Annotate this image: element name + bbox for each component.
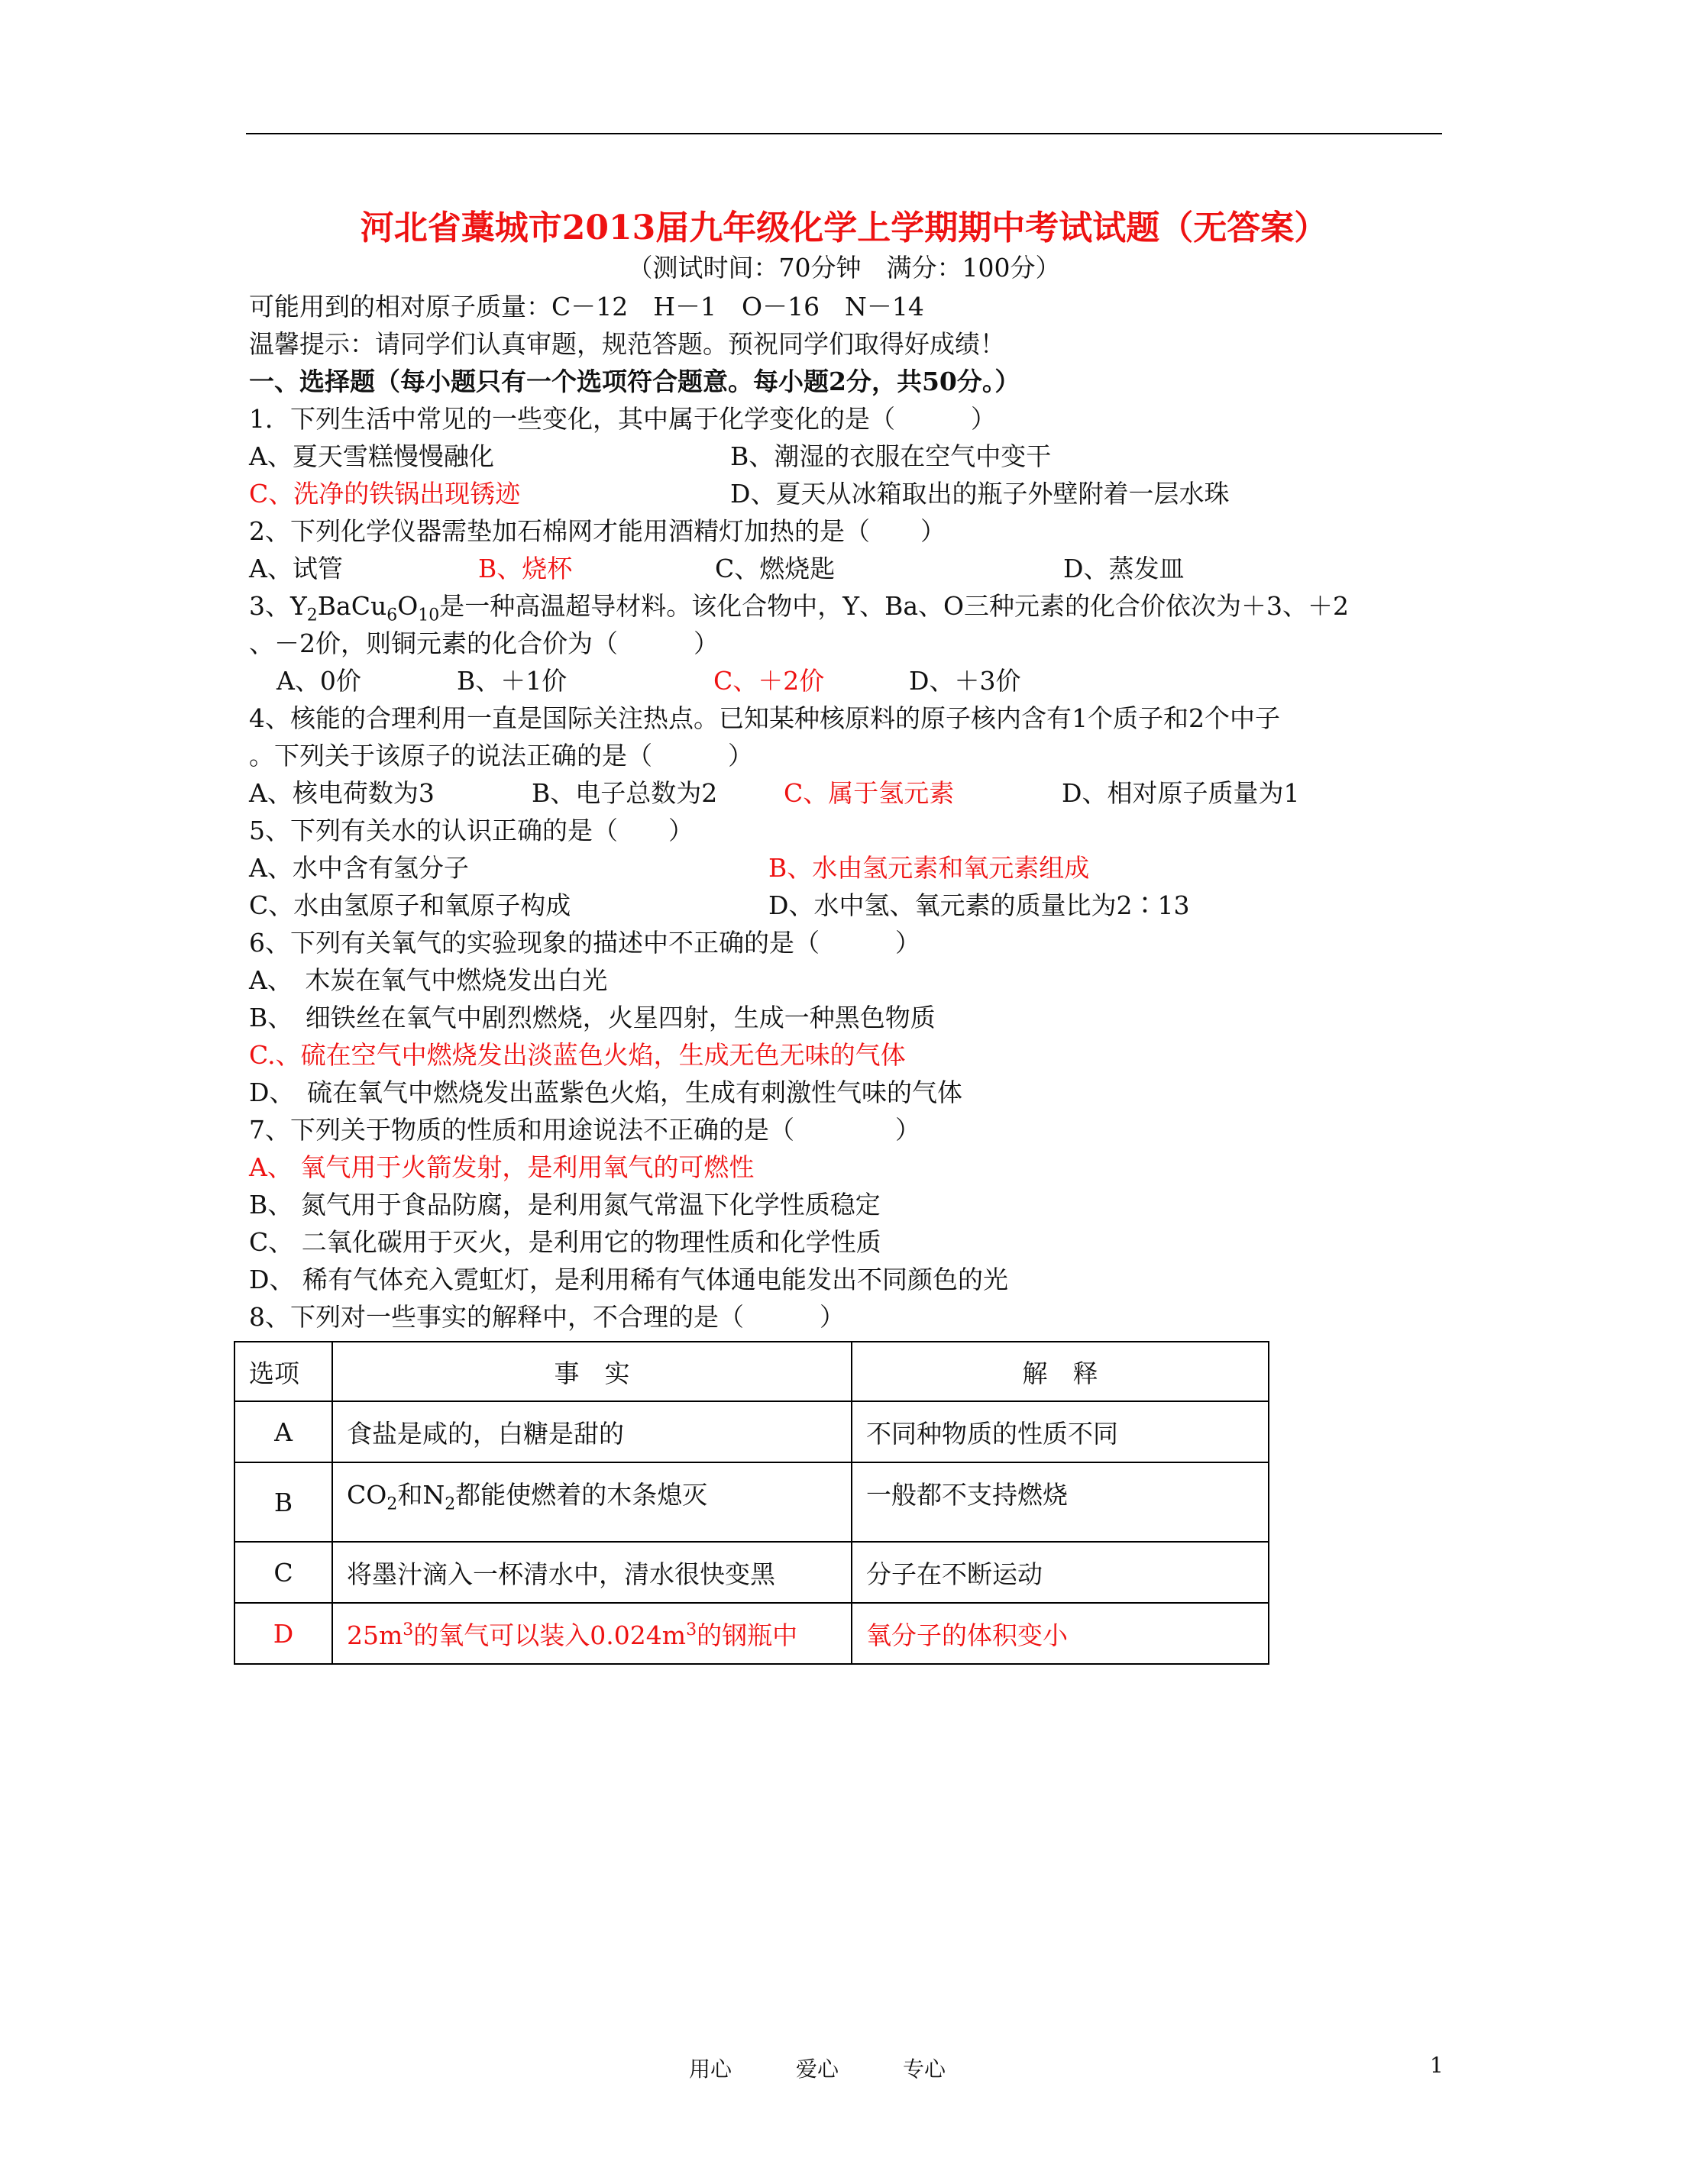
question-1-option-c: C、洗净的铁锅出现锈迹 — [249, 479, 521, 509]
question-1-stem: 1．下列生活中常见的一些变化，其中属于化学变化的是（ ） — [249, 404, 996, 434]
formula-subscript: 2 — [306, 606, 318, 625]
row-fact — [332, 1462, 852, 1542]
table-row — [234, 1462, 1269, 1542]
row-option: B — [234, 1462, 332, 1542]
formula-part: Y — [290, 591, 307, 621]
question-6-option-b: B、 细铁丝在氧气中剧烈燃烧，火星四射，生成一种黑色物质 — [249, 1003, 936, 1032]
question-4-option-d: D、相对原子质量为1 — [1062, 778, 1300, 808]
question-5-option-d: D、水中氢、氧元素的质量比为2∶13 — [768, 890, 1190, 920]
question-7-option-b: B、 氮气用于食品防腐，是利用氮气常温下化学性质稳定 — [249, 1190, 881, 1220]
formula-subscript: 2 — [386, 1494, 398, 1514]
formula-part: 和N — [397, 1480, 445, 1510]
question-3-option-b: B、＋1价 — [457, 666, 568, 696]
unit-superscript: 3 — [686, 1620, 697, 1640]
question-5-option-a: A、水中含有氢分子 — [249, 853, 469, 883]
question-2-option-d: D、蒸发皿 — [1063, 554, 1185, 583]
question-5-stem: 5、下列有关水的认识正确的是（ ） — [249, 816, 694, 845]
table-row — [234, 1542, 1269, 1603]
question-8-stem: 8、下列对一些事实的解释中，不合理的是（ ） — [249, 1302, 845, 1332]
formula-part: BaCu — [317, 591, 387, 621]
page-title: 河北省藁城市2013届九年级化学上学期期中考试试题（无答案） — [360, 208, 1328, 247]
question-1-option-b: B、潮湿的衣服在空气中变干 — [730, 441, 1052, 471]
row-explain: 不同种物质的性质不同 — [852, 1401, 1269, 1462]
question-7-option-c: C、 二氧化碳用于灭火，是利用它的物理性质和化学性质 — [249, 1227, 881, 1257]
question-4-option-b: B、电子总数为2 — [532, 778, 718, 808]
column-header-fact: 事 实 — [332, 1342, 852, 1401]
question-3-option-a: A、0价 — [276, 666, 361, 696]
question-1-option-a: A、夏天雪糕慢慢融化 — [249, 441, 494, 471]
question-4-option-c: C、属于氢元素 — [784, 778, 955, 808]
table-header-row — [234, 1342, 1269, 1401]
formula-subscript: 6 — [386, 606, 398, 625]
column-header-explain: 解 释 — [852, 1342, 1269, 1401]
row-explain: 一般都不支持燃烧 — [852, 1462, 1269, 1542]
unit-superscript: 3 — [403, 1620, 414, 1640]
row-fact — [332, 1603, 852, 1664]
question-6-option-d: D、 硫在氧气中燃烧发出蓝紫色火焰，生成有刺激性气味的气体 — [249, 1077, 962, 1107]
question-4-stem: 4、核能的合理利用一直是国际关注热点。已知某种核原料的原子核内含有1个质子和2个中子 — [249, 703, 1280, 733]
atomic-mass-note: 可能用到的相对原子质量：C－12 H－1 O－16 N－14 — [249, 292, 924, 321]
row-explain: 分子在不断运动 — [852, 1542, 1269, 1603]
footer-motto: 用心 爱心 专心 — [689, 2056, 946, 2082]
question-6-option-a: A、 木炭在氧气中燃烧发出白光 — [249, 965, 608, 995]
page-number: 1 — [1430, 2053, 1444, 2078]
question-3-stem-line2: 、－2价，则铜元素的化合价为（ ） — [249, 628, 719, 658]
question-4-option-a: A、核电荷数为3 — [249, 778, 435, 808]
question-3-stem — [249, 591, 1350, 625]
question-3-option-d: D、＋3价 — [909, 666, 1021, 696]
header-rule — [246, 133, 1442, 134]
question-2-option-a: A、试管 — [249, 554, 343, 583]
exam-info: （测试时间：70分钟 满分：100分） — [627, 253, 1061, 283]
formula-subscript: 10 — [418, 606, 440, 625]
formula-part: O — [397, 591, 419, 621]
question-4-stem-line2: 。下列关于该原子的说法正确的是（ ） — [249, 741, 753, 771]
row-option: D — [234, 1603, 332, 1664]
question-7-stem: 7、下列关于物质的性质和用途说法不正确的是（ ） — [249, 1115, 920, 1145]
question-6-stem: 6、下列有关氧气的实验现象的描述中不正确的是（ ） — [249, 928, 920, 958]
question-2-option-c: C、燃烧匙 — [715, 554, 836, 583]
row-fact: 食盐是咸的，白糖是甜的 — [332, 1401, 852, 1462]
formula-subscript: 2 — [445, 1494, 456, 1514]
section-heading: 一、选择题（每小题只有一个选项符合题意。每小题2分，共50分。） — [249, 367, 1020, 396]
formula-part: CO — [347, 1480, 387, 1510]
row-option: A — [234, 1401, 332, 1462]
question-5-option-b: B、水由氢元素和氧元素组成 — [768, 853, 1090, 883]
column-header-option: 选项 — [234, 1342, 332, 1401]
facts-table — [234, 1341, 1269, 1665]
question-6-option-c: C.、硫在空气中燃烧发出淡蓝色火焰，生成无色无味的气体 — [249, 1040, 906, 1070]
question-2-option-b: B、烧杯 — [478, 554, 573, 583]
question-2-stem: 2、下列化学仪器需垫加石棉网才能用酒精灯加热的是（ ） — [249, 516, 946, 546]
question-1-option-d: D、夏天从冰箱取出的瓶子外壁附着一层水珠 — [730, 479, 1230, 509]
fact-text: 的氧气可以装入0.024m — [413, 1620, 687, 1650]
q3-num: 3、 — [249, 591, 290, 621]
tip-note: 温馨提示：请同学们认真审题，规范答题。预祝同学们取得好成绩！ — [249, 329, 1005, 359]
question-3-stem-text: 是一种高温超导材料。该化合物中，Y、Ba、O三种元素的化合价依次为＋3、＋2 — [439, 591, 1350, 621]
fact-text: 25m — [347, 1620, 403, 1650]
table-row — [234, 1401, 1269, 1462]
row-option: C — [234, 1542, 332, 1603]
question-7-option-a: A、 氧气用于火箭发射，是利用氧气的可燃性 — [249, 1152, 755, 1182]
fact-text: 都能使燃着的木条熄灭 — [455, 1480, 708, 1510]
question-7-option-d: D、 稀有气体充入霓虹灯，是利用稀有气体通电能发出不同颜色的光 — [249, 1265, 1008, 1294]
row-fact: 将墨汁滴入一杯清水中，清水很快变黑 — [332, 1542, 852, 1603]
table-row — [234, 1603, 1269, 1664]
row-explain: 氧分子的体积变小 — [852, 1603, 1269, 1664]
question-3-option-c: C、＋2价 — [713, 666, 825, 696]
fact-text: 的钢瓶中 — [697, 1620, 798, 1650]
question-5-option-c: C、水由氢原子和氧原子构成 — [249, 890, 571, 920]
